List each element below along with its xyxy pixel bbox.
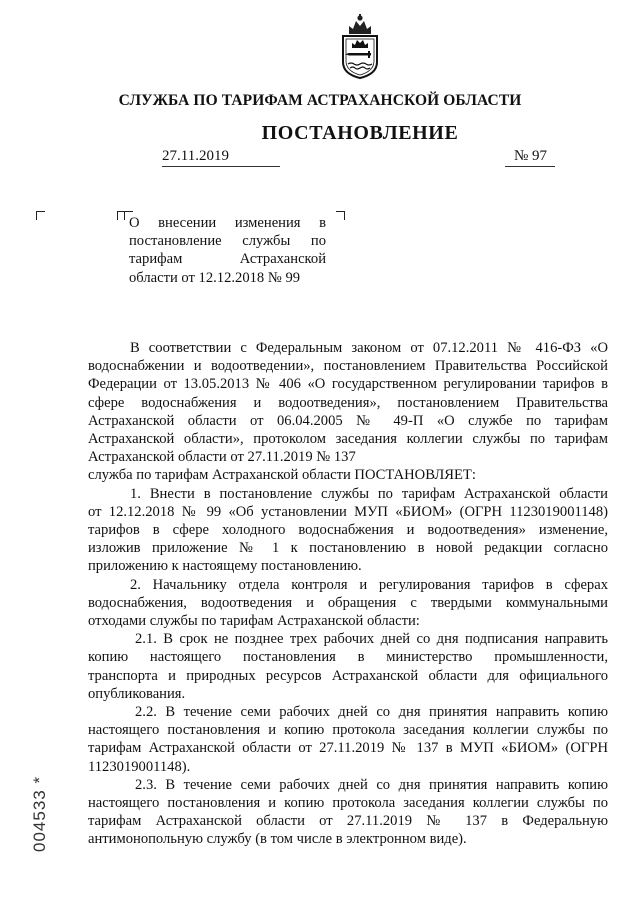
text-line: настоящего постановления и копию протокола заседания коллегии службы по xyxy=(88,722,608,739)
text-line: тарифам Астраханской области от 27.11.2019 № 137 в Федеральную xyxy=(88,813,608,830)
text-line: Астраханской области от 06.04.2005 № 49-П «О службе по тарифам xyxy=(88,412,608,429)
item-2-1-paragraph xyxy=(88,630,608,703)
subject-line: постановление службы по xyxy=(129,233,326,250)
text-line: тарифов в сфере холодного водоснабжения и водоотведения» изменение, xyxy=(88,522,608,539)
text-line: тарифам Астраханской области от 27.11.2019 № 137 в МУП «БИОМ» (ОГРН xyxy=(88,740,608,757)
text-line: Федерации от 13.05.2013 № 406 «О государственном регулировании тарифов в xyxy=(88,376,608,393)
organization-name: СЛУЖБА ПО ТАРИФАМ АСТРАХАНСКОЙ ОБЛАСТИ xyxy=(118,92,522,109)
subject-line: О внесении изменения в xyxy=(129,215,326,231)
text-line: отходами службы по тарифам Астраханской области: xyxy=(88,613,420,630)
text-line: опубликования. xyxy=(88,685,186,702)
item-2-2-paragraph xyxy=(88,703,608,776)
text-line: 1123019001148). xyxy=(88,758,191,775)
item-2-3-paragraph xyxy=(88,776,608,849)
text-line: копию настоящего постановления в министерство промышленности, xyxy=(88,649,608,666)
date-underline xyxy=(162,166,280,167)
text-line: Астраханской области от 27.11.2019 № 137 xyxy=(88,449,356,466)
margin-stamp-text: 004533 * xyxy=(30,775,49,852)
text-line: водоснабжения, водоотведения и обращения с твердыми коммунальными xyxy=(88,594,608,611)
text-line: 2.2. В течение семи рабочих дней со дня принятия направить копию xyxy=(135,704,608,721)
preamble-paragraph xyxy=(88,339,608,466)
text-line: настоящего постановления и копию протокола заседания коллегии службы по xyxy=(88,795,608,812)
text-line: транспорта и природных ресурсов Астраханской области для официального xyxy=(88,667,608,684)
subject-line: тарифам Астраханской xyxy=(129,251,326,268)
text-line: антимонопольную службу (в том числе в электронном виде). xyxy=(88,831,467,848)
text-line: 2.1. В срок не позднее трех рабочих дней со дня подписания направить xyxy=(135,631,608,648)
bracket-top-right xyxy=(336,211,345,220)
bracket-top-left-outer xyxy=(36,211,45,220)
coat-of-arms-emblem xyxy=(335,12,385,80)
text-line: 2. Начальнику отдела контроля и регулирования тарифов в сферах xyxy=(130,576,608,593)
text-line: водоснабжении и водоотведении», постановлением Правительства Российской xyxy=(88,358,608,375)
number-underline xyxy=(505,166,555,167)
text-line: служба по тарифам Астраханской области ПОСТАНОВЛЯЕТ: xyxy=(88,467,476,484)
text-line: изложив приложение № 1 к постановлению в новой редакции согласно xyxy=(88,540,608,557)
item-2-paragraph xyxy=(88,576,608,631)
text-line: 2.3. В течение семи рабочих дней со дня принятия направить копию xyxy=(135,776,608,793)
text-line: Астраханской области», протоколом заседания коллегии службы по тарифам xyxy=(88,431,608,448)
document-type-title: ПОСТАНОВЛЕНИЕ xyxy=(261,122,459,144)
subject-line: области от 12.12.2018 № 99 xyxy=(129,269,301,286)
text-line: 1. Внести в постановление службы по тарифам Астраханской области xyxy=(130,485,608,502)
document-date: 27.11.2019 xyxy=(162,148,229,164)
text-line: сфере водоснабжения и водоотведения», постановлением Правительства xyxy=(88,394,608,411)
text-line: приложению к настоящему постановлению. xyxy=(88,558,362,575)
text-line: В соответствии с Федеральным законом от 07.12.2011 № 416-ФЗ «О xyxy=(130,340,608,356)
resolves-line xyxy=(88,466,608,484)
document-number: № 97 xyxy=(514,148,548,164)
margin-stamp-number xyxy=(30,752,50,852)
text-line: от 12.12.2018 № 99 «Об установлении МУП «БИОМ» (ОГРН 1123019001148) xyxy=(88,503,608,520)
document-subject xyxy=(129,214,326,287)
document-body xyxy=(88,339,608,849)
item-1-paragraph xyxy=(88,485,608,576)
